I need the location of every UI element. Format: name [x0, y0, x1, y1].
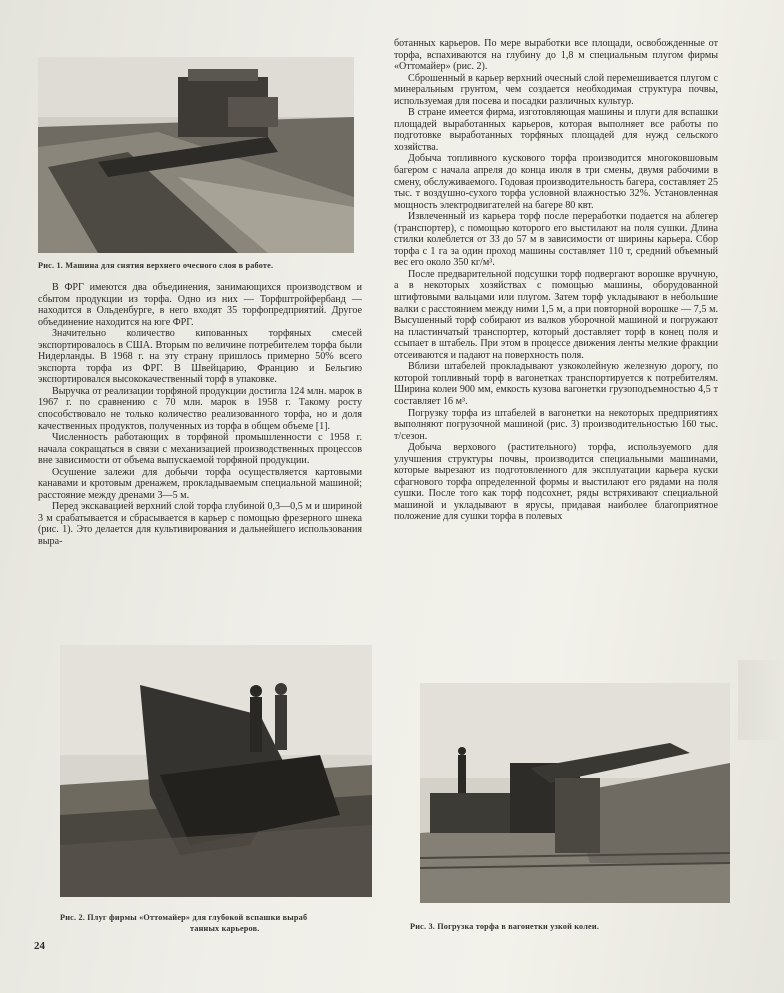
figure-1-photo [38, 57, 354, 253]
figure-3-photo [420, 683, 730, 903]
figure-2-caption-line1: Рис. 2. Плуг фирмы «Оттомайер» для глубокой вспашки выраб [60, 913, 308, 922]
figure-3-caption: Рис. 3. Погрузка торфа в вагонетки узкой колеи. [410, 922, 600, 931]
paragraph: Выручка от реализации торфяной продукции достигла 124 млн. марок в 1967 г. по сравнению с 70 млн. марок в 1958 г. Такому росту способствовало не только количество реализованного торфа, но и доля качественных продуктов, полученных из торфа в общем объеме [1]. [38, 385, 362, 432]
paragraph: Численность работающих в торфяной промышленности с 1958 г. начала сокращаться в связи с механизацией производственных процессов вне зависимости от объема выпускаемой торфяной продукции. [38, 432, 362, 467]
paragraph: После предварительной подсушки торф подвергают ворошке вручную, а в некоторых хозяйствах с помощью машины, оборудованной штифтовыми вальцами или плугом. Затем торф укладывают в небольшие валки с расстоянием между ними 1,5 м, а при повторной ворошке — 7,5 м. Высушенный торф собирают из валков уборочной машиной и погружают на пластинчатый транспортер, который доставляет торф в конец поля и ссыпает в штабель. При этом в процессе движения ленты мелкие фракции отсеиваются и падают на поверхность поля. [394, 268, 718, 361]
paragraph: Погрузку торфа из штабелей в вагонетки на некоторых предприятиях выполняют погрузочной машиной (рис. 3) производительностью 160 тыс. т/сезон. [394, 407, 718, 442]
paragraph: Осушение залежи для добычи торфа осуществляется картовыми канавами и кротовым дренажем, прокладываемым специальной машиной; расстояние между дренами 3—5 м. [38, 466, 362, 501]
page-number: 24 [34, 940, 45, 952]
paragraph: Извлеченный из карьера торф после переработки подается на аблегер (транспортер), с помощью которого его выстилают на поля сушки. Длина стилки колеблется от 33 до 57 м в зависимости от ширины карьера. Сбор торфа с 1 га за один проход машины составляет 110 т, средний объемный вес его около 350 кг/м³. [394, 211, 718, 269]
figure-1-caption: Рис. 1. Машина для снятия верхнего очесного слоя в работе. [38, 261, 274, 270]
figure-2-caption [60, 912, 390, 934]
right-column-text [394, 38, 718, 523]
paragraph: Добыча топливного кускового торфа производится многоковшовым багером с начала апреля до конца июля в три смены, двумя рабочими в смену, обслуживаемого. Годовая производительность багера, составляет 25 тыс. т воздушно-сухого торфа условной влажностью 32%. Установленная мощность электродвигателей на багере 80 квт. [394, 153, 718, 211]
figure-2-caption-line2: танных карьеров. [190, 924, 260, 933]
paragraph: Добыча верхового (растительного) торфа, используемого для улучшения структуры почвы, производится специальными машинами, которые вырезают из подготовленного для эксплуатации карьера куски сфагнового торфа определенной формы и выстилают его рядами на поля сушки. После того как торф подсохнет, ряды встряхивают специальной машиной и укладывают в ярусы, придавая наиболее благоприятное положение для сушки торфа в полевых [394, 442, 718, 523]
paragraph: В стране имеется фирма, изготовляющая машины и плуги для вспашки площадей выработанных карьеров, которая выполняет все работы по подготовке выработанных торфяных площадей для нужд сельского хозяйства. [394, 107, 718, 153]
figure-2-photo [60, 645, 372, 897]
edge-shadow [738, 660, 784, 740]
paragraph: Сброшенный в карьер верхний очесный слой перемешивается плугом с минеральным грунтом, чем создается необходимая структура почвы, используемая для посева и посадки различных культур. [394, 72, 718, 107]
paragraph: В ФРГ имеются два объединения, занимающихся производством и сбытом продукции из торфа. Одно из них — Торфштройфербанд — находится в Ольденбурге, в него входят 35 торфопредприятий. Другое объединение находится на юге ФРГ. [38, 282, 362, 328]
paragraph: Перед экскавацией верхний слой торфа глубиной 0,3—0,5 м и шириной 3 м срабатывается и сбрасывается в карьер с помощью фрезерного шнека (рис. 1). Это делается для культивирования и дальнейшего использования выра- [38, 501, 362, 548]
paragraph: ботанных карьеров. По мере выработки все площади, освобожденные от торфа, вспахиваются на глубину до 1,8 м специальным плугом фирмы «Оттомайер» (рис. 2). [394, 38, 718, 73]
paragraph: Вблизи штабелей прокладывают узкоколейную железную дорогу, по которой топливный торф в вагонетках транспортируется к потребителям. Ширина колеи 900 мм, емкость кузова вагонетки грузоподъемностью 4,5 т составляет 16 м³. [394, 361, 718, 407]
paragraph: Значительно количество кипованных торфяных смесей экспортировалось в США. Вторым по величине потребителем торфа были Нидерланды. В 1968 г. на эту страну пришлось примерно 50% всего экспорта торфа из ФРГ. В Швейцарию, Францию и Бельгию экспортировался высококачественный торф в упаковке. [38, 328, 362, 386]
left-column-text [38, 282, 362, 548]
